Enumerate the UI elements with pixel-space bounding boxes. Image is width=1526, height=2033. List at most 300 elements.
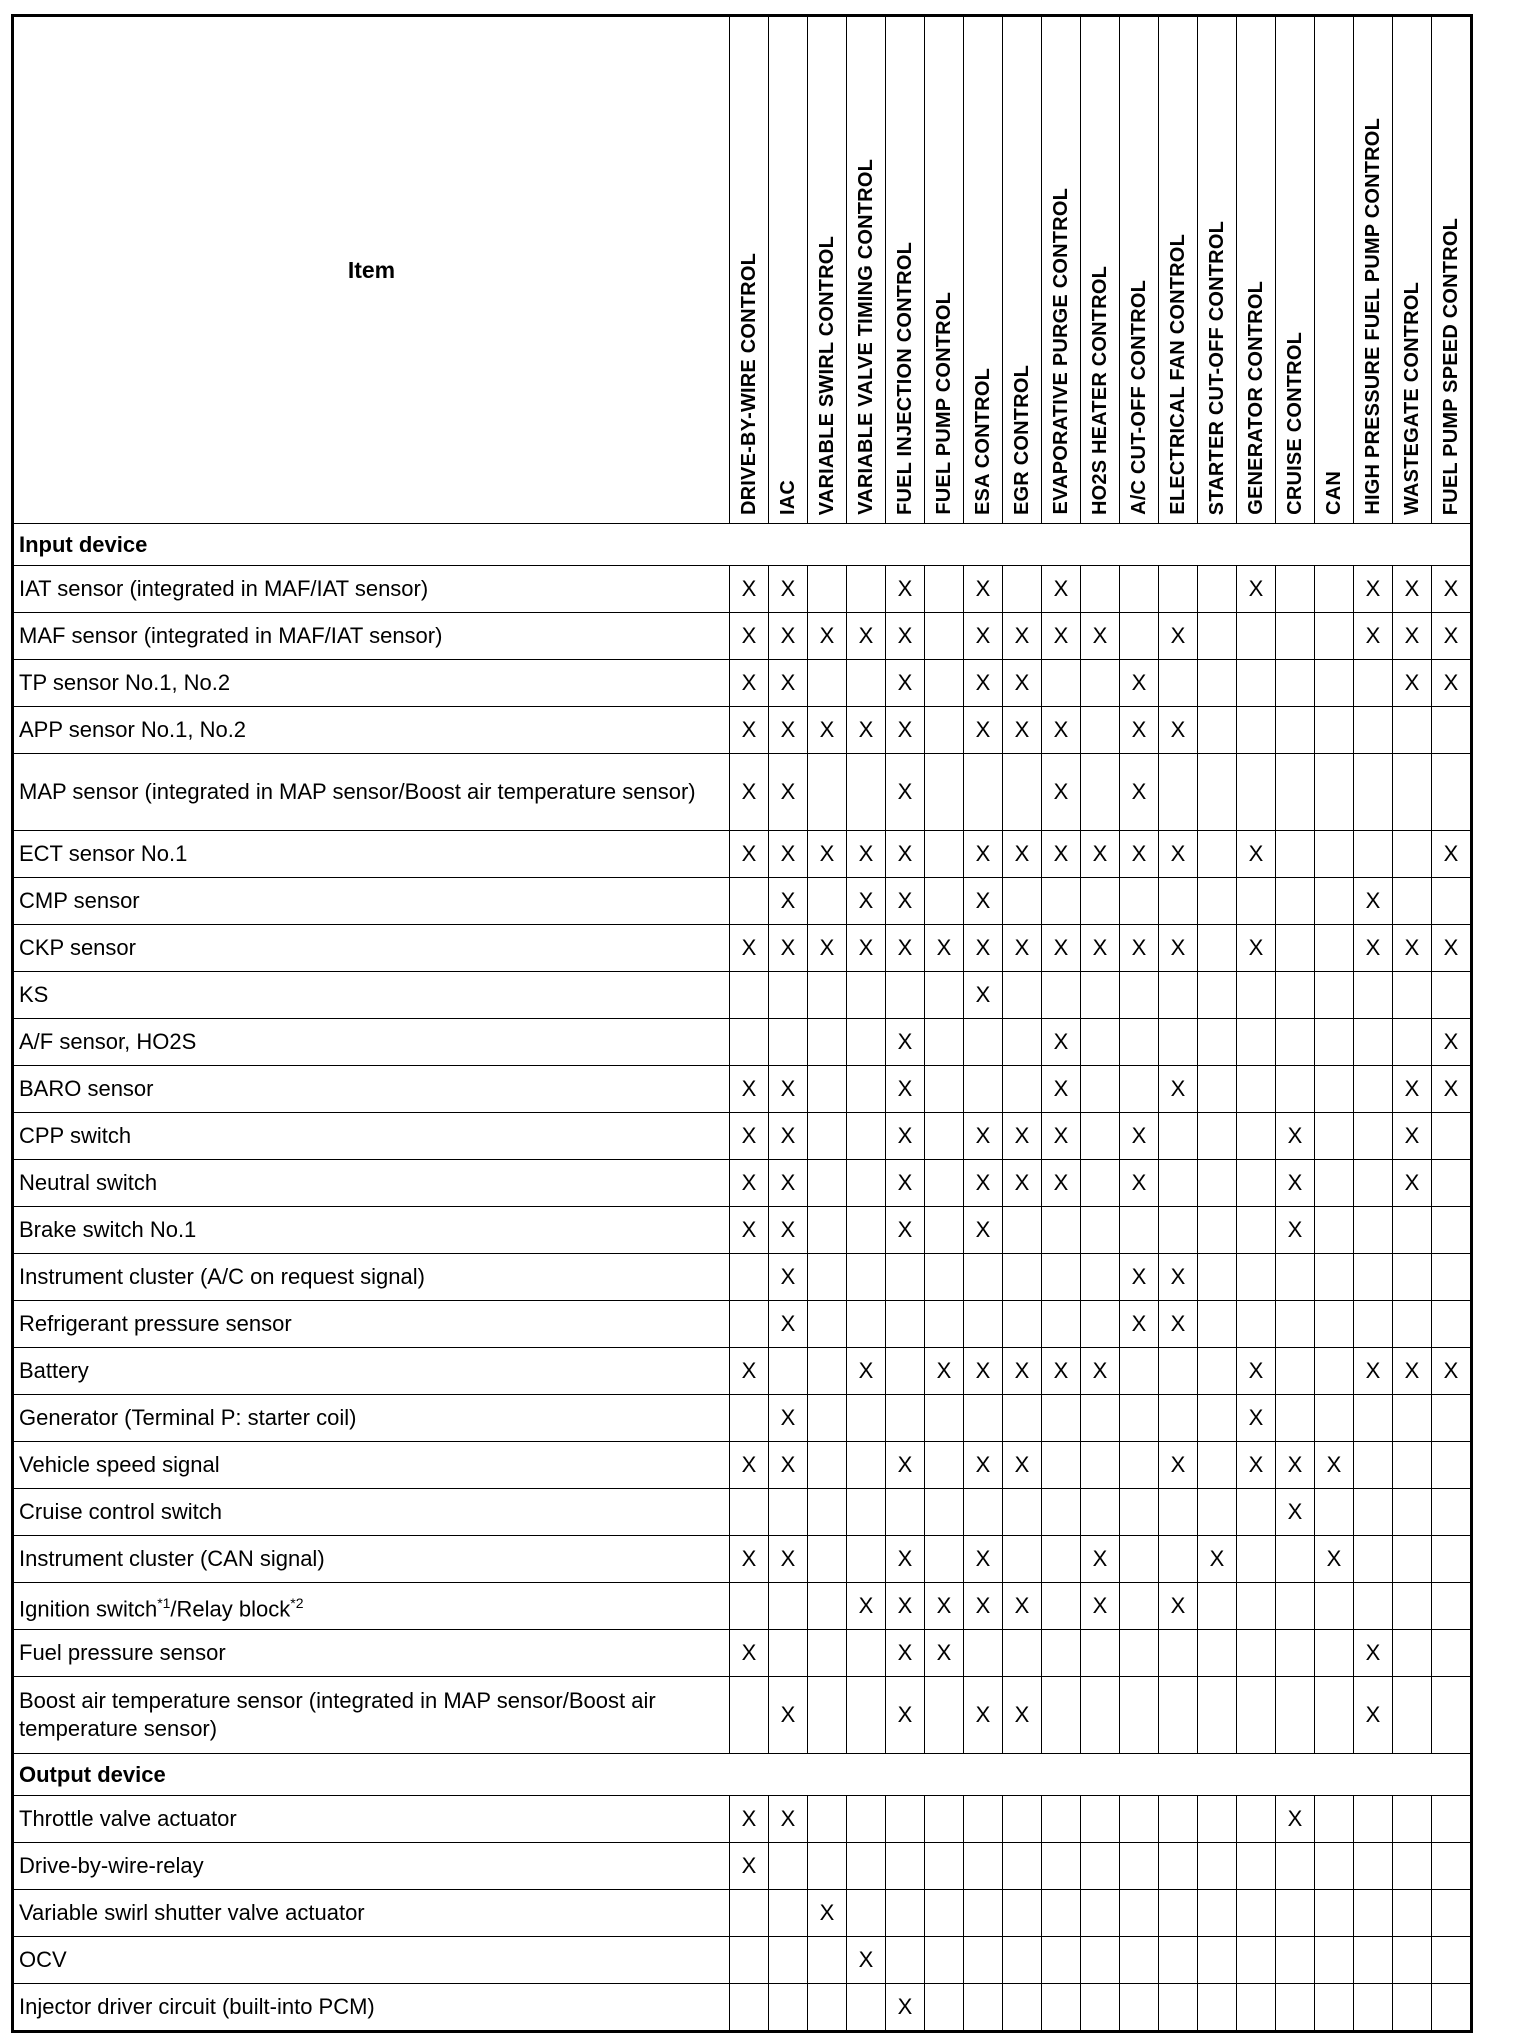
mark-cell: X xyxy=(1003,1442,1042,1489)
mark-cell xyxy=(1120,1066,1159,1113)
mark-cell: X xyxy=(886,1113,925,1160)
mark-cell xyxy=(1159,1536,1198,1583)
item-column-header: Item xyxy=(13,16,730,524)
mark-cell: X xyxy=(769,878,808,925)
mark-cell xyxy=(964,1984,1003,2032)
mark-cell xyxy=(1120,1677,1159,1754)
mark-cell xyxy=(847,1630,886,1677)
mark-cell xyxy=(1159,754,1198,831)
mark-cell: X xyxy=(1237,1442,1276,1489)
mark-cell: X xyxy=(769,1066,808,1113)
mark-cell xyxy=(1432,972,1472,1019)
mark-cell: X xyxy=(886,1536,925,1583)
row-label: Instrument cluster (A/C on request signal) xyxy=(13,1254,730,1301)
row-label: Drive-by-wire-relay xyxy=(13,1843,730,1890)
table-row xyxy=(13,1066,1472,1113)
mark-cell: X xyxy=(1276,1113,1315,1160)
mark-cell: X xyxy=(769,613,808,660)
table-row xyxy=(13,1677,1472,1754)
mark-cell: X xyxy=(769,1796,808,1843)
row-label: Neutral switch xyxy=(13,1160,730,1207)
mark-cell: X xyxy=(769,1113,808,1160)
mark-cell xyxy=(1432,1630,1472,1677)
column-header xyxy=(730,16,769,524)
mark-cell: X xyxy=(808,831,847,878)
mark-cell xyxy=(769,1937,808,1984)
row-label: Battery xyxy=(13,1348,730,1395)
mark-cell xyxy=(808,1066,847,1113)
mark-cell xyxy=(1276,1348,1315,1395)
mark-cell xyxy=(886,1937,925,1984)
mark-cell xyxy=(964,1843,1003,1890)
mark-cell: X xyxy=(886,1984,925,2032)
column-header-label: CAN xyxy=(1323,471,1345,515)
mark-cell: X xyxy=(886,613,925,660)
mark-cell xyxy=(1276,972,1315,1019)
mark-cell xyxy=(1354,1536,1393,1583)
mark-cell: X xyxy=(964,1160,1003,1207)
mark-cell xyxy=(925,613,964,660)
mark-cell xyxy=(1393,1630,1432,1677)
table-row xyxy=(13,831,1472,878)
mark-cell xyxy=(1003,566,1042,613)
mark-cell: X xyxy=(964,925,1003,972)
mark-cell xyxy=(1393,1796,1432,1843)
mark-cell xyxy=(1237,1583,1276,1630)
mark-cell xyxy=(964,1019,1003,1066)
mark-cell xyxy=(1198,1796,1237,1843)
mark-cell xyxy=(847,1207,886,1254)
mark-cell xyxy=(1159,1630,1198,1677)
column-header-label: WASTEGATE CONTROL xyxy=(1401,281,1423,515)
mark-cell xyxy=(1198,1890,1237,1937)
mark-cell xyxy=(1393,1937,1432,1984)
mark-cell: X xyxy=(730,1843,769,1890)
mark-cell: X xyxy=(1042,613,1081,660)
mark-cell: X xyxy=(1159,831,1198,878)
mark-cell xyxy=(808,660,847,707)
mark-cell xyxy=(847,754,886,831)
mark-cell xyxy=(808,1536,847,1583)
mark-cell xyxy=(769,1630,808,1677)
mark-cell xyxy=(1354,754,1393,831)
mark-cell: X xyxy=(730,1348,769,1395)
mark-cell xyxy=(1315,972,1354,1019)
mark-cell xyxy=(808,1019,847,1066)
mark-cell xyxy=(730,972,769,1019)
mark-cell: X xyxy=(1003,831,1042,878)
mark-cell xyxy=(1315,754,1354,831)
mark-cell xyxy=(847,1984,886,2032)
mark-cell xyxy=(1432,1254,1472,1301)
mark-cell: X xyxy=(1042,925,1081,972)
column-header-label: FUEL PUMP CONTROL xyxy=(933,292,955,515)
mark-cell: X xyxy=(1354,613,1393,660)
mark-cell: X xyxy=(1432,925,1472,972)
mark-cell xyxy=(1198,1984,1237,2032)
mark-cell xyxy=(964,1066,1003,1113)
mark-cell xyxy=(1432,1890,1472,1937)
mark-cell: X xyxy=(1042,566,1081,613)
column-header xyxy=(1120,16,1159,524)
mark-cell xyxy=(925,1677,964,1754)
mark-cell xyxy=(1042,1207,1081,1254)
mark-cell: X xyxy=(1042,754,1081,831)
column-header-label: HO2S HEATER CONTROL xyxy=(1089,266,1111,515)
mark-cell xyxy=(1081,1019,1120,1066)
mark-cell: X xyxy=(847,925,886,972)
mark-cell xyxy=(808,1583,847,1630)
mark-cell: X xyxy=(886,1160,925,1207)
mark-cell: X xyxy=(1354,878,1393,925)
mark-cell: X xyxy=(1003,1677,1042,1754)
mark-cell xyxy=(1276,831,1315,878)
mark-cell xyxy=(1315,566,1354,613)
mark-cell: X xyxy=(1003,1583,1042,1630)
mark-cell: X xyxy=(1003,1160,1042,1207)
mark-cell xyxy=(964,754,1003,831)
mark-cell xyxy=(1393,972,1432,1019)
mark-cell xyxy=(925,754,964,831)
section-title: Output device xyxy=(13,1754,1472,1796)
mark-cell xyxy=(1237,1489,1276,1536)
table-row xyxy=(13,660,1472,707)
mark-cell xyxy=(847,1019,886,1066)
mark-cell xyxy=(925,1113,964,1160)
mark-cell xyxy=(1354,1489,1393,1536)
mark-cell xyxy=(1120,1019,1159,1066)
mark-cell: X xyxy=(886,1207,925,1254)
mark-cell: X xyxy=(964,1207,1003,1254)
mark-cell: X xyxy=(964,1442,1003,1489)
mark-cell xyxy=(1315,1160,1354,1207)
row-label: TP sensor No.1, No.2 xyxy=(13,660,730,707)
mark-cell xyxy=(1354,1301,1393,1348)
mark-cell: X xyxy=(1276,1796,1315,1843)
mark-cell xyxy=(1081,660,1120,707)
mark-cell xyxy=(1159,1395,1198,1442)
mark-cell xyxy=(1315,1348,1354,1395)
mark-cell xyxy=(886,1301,925,1348)
mark-cell xyxy=(1003,1066,1042,1113)
mark-cell xyxy=(1120,1442,1159,1489)
row-label: Cruise control switch xyxy=(13,1489,730,1536)
mark-cell: X xyxy=(730,566,769,613)
mark-cell xyxy=(1432,1442,1472,1489)
mark-cell xyxy=(1042,1843,1081,1890)
row-label: MAP sensor (integrated in MAP sensor/Boost air temperature sensor) xyxy=(13,754,730,831)
mark-cell xyxy=(1198,1442,1237,1489)
mark-cell xyxy=(1237,1843,1276,1890)
mark-cell xyxy=(1198,1395,1237,1442)
mark-cell xyxy=(1042,1890,1081,1937)
mark-cell xyxy=(1120,972,1159,1019)
mark-cell: X xyxy=(1432,1066,1472,1113)
column-header-label: EVAPORATIVE PURGE CONTROL xyxy=(1050,188,1072,515)
mark-cell xyxy=(964,1254,1003,1301)
column-header xyxy=(1081,16,1120,524)
table-row xyxy=(13,1301,1472,1348)
mark-cell: X xyxy=(1081,1536,1120,1583)
mark-cell xyxy=(964,1395,1003,1442)
mark-cell xyxy=(886,1395,925,1442)
mark-cell: X xyxy=(964,1677,1003,1754)
mark-cell: X xyxy=(769,566,808,613)
table-row xyxy=(13,1796,1472,1843)
mark-cell xyxy=(1315,878,1354,925)
mark-cell: X xyxy=(730,831,769,878)
mark-cell xyxy=(847,1843,886,1890)
mark-cell xyxy=(1354,1160,1393,1207)
table-row xyxy=(13,925,1472,972)
mark-cell xyxy=(1120,1890,1159,1937)
mark-cell xyxy=(925,566,964,613)
mark-cell xyxy=(847,1160,886,1207)
mark-cell: X xyxy=(964,878,1003,925)
mark-cell xyxy=(1315,1937,1354,1984)
mark-cell xyxy=(886,1348,925,1395)
mark-cell: X xyxy=(1120,707,1159,754)
mark-cell xyxy=(925,1066,964,1113)
mark-cell xyxy=(1081,1677,1120,1754)
mark-cell: X xyxy=(1159,1442,1198,1489)
mark-cell xyxy=(1276,1843,1315,1890)
mark-cell: X xyxy=(730,1113,769,1160)
mark-cell xyxy=(1315,831,1354,878)
mark-cell: X xyxy=(1237,925,1276,972)
mark-cell: X xyxy=(1159,925,1198,972)
mark-cell xyxy=(808,1254,847,1301)
mark-cell xyxy=(1315,1207,1354,1254)
mark-cell xyxy=(1042,1677,1081,1754)
row-label: Refrigerant pressure sensor xyxy=(13,1301,730,1348)
column-header-label: STARTER CUT-OFF CONTROL xyxy=(1206,220,1228,515)
mark-cell xyxy=(1198,925,1237,972)
mark-cell: X xyxy=(1159,1254,1198,1301)
mark-cell xyxy=(1081,972,1120,1019)
column-header xyxy=(925,16,964,524)
column-header-label: EGR CONTROL xyxy=(1011,365,1033,515)
section-row xyxy=(13,524,1472,566)
mark-cell xyxy=(847,1442,886,1489)
mark-cell xyxy=(1003,1536,1042,1583)
column-header-label: GENERATOR CONTROL xyxy=(1245,281,1267,515)
mark-cell xyxy=(1081,1843,1120,1890)
mark-cell xyxy=(925,1937,964,1984)
footnote-marker: *2 xyxy=(290,1594,304,1611)
row-label: Vehicle speed signal xyxy=(13,1442,730,1489)
mark-cell: X xyxy=(1198,1536,1237,1583)
table-row xyxy=(13,972,1472,1019)
mark-cell xyxy=(1354,1113,1393,1160)
mark-cell xyxy=(925,1254,964,1301)
mark-cell: X xyxy=(1432,660,1472,707)
mark-cell xyxy=(1003,1843,1042,1890)
mark-cell: X xyxy=(886,1630,925,1677)
row-label: IAT sensor (integrated in MAF/IAT sensor) xyxy=(13,566,730,613)
mark-cell xyxy=(925,1796,964,1843)
mark-cell: X xyxy=(769,1301,808,1348)
mark-cell: X xyxy=(925,925,964,972)
row-label xyxy=(13,1583,730,1630)
mark-cell xyxy=(1081,1442,1120,1489)
mark-cell xyxy=(964,1890,1003,1937)
mark-cell xyxy=(847,1066,886,1113)
mark-cell xyxy=(1393,1019,1432,1066)
mark-cell xyxy=(808,1113,847,1160)
mark-cell xyxy=(886,1843,925,1890)
mark-cell xyxy=(1393,831,1432,878)
mark-cell xyxy=(1198,1254,1237,1301)
mark-cell xyxy=(808,566,847,613)
mark-cell: X xyxy=(1315,1442,1354,1489)
mark-cell: X xyxy=(1393,660,1432,707)
mark-cell xyxy=(847,1254,886,1301)
mark-cell xyxy=(925,1301,964,1348)
table-row xyxy=(13,1984,1472,2032)
mark-cell xyxy=(1081,1066,1120,1113)
table-row xyxy=(13,1489,1472,1536)
mark-cell xyxy=(1159,660,1198,707)
table-row xyxy=(13,1583,1472,1630)
mark-cell: X xyxy=(886,831,925,878)
mark-cell: X xyxy=(769,707,808,754)
mark-cell xyxy=(1432,1301,1472,1348)
mark-cell xyxy=(1042,972,1081,1019)
mark-cell xyxy=(1237,1254,1276,1301)
row-label: CPP switch xyxy=(13,1113,730,1160)
mark-cell: X xyxy=(1354,1348,1393,1395)
row-label: A/F sensor, HO2S xyxy=(13,1019,730,1066)
table-row xyxy=(13,1536,1472,1583)
mark-cell xyxy=(1159,1160,1198,1207)
mark-cell: X xyxy=(769,1677,808,1754)
mark-cell: X xyxy=(769,660,808,707)
mark-cell xyxy=(1198,1113,1237,1160)
mark-cell xyxy=(1432,1677,1472,1754)
mark-cell xyxy=(1159,1348,1198,1395)
mark-cell: X xyxy=(847,707,886,754)
mark-cell xyxy=(1393,1207,1432,1254)
mark-cell xyxy=(808,1207,847,1254)
mark-cell: X xyxy=(730,925,769,972)
mark-cell xyxy=(1237,1937,1276,1984)
mark-cell: X xyxy=(1081,925,1120,972)
mark-cell xyxy=(1315,1254,1354,1301)
mark-cell xyxy=(1042,1301,1081,1348)
mark-cell xyxy=(1003,1301,1042,1348)
mark-cell xyxy=(847,972,886,1019)
mark-cell xyxy=(808,1348,847,1395)
mark-cell xyxy=(1081,1630,1120,1677)
mark-cell xyxy=(1276,660,1315,707)
mark-cell xyxy=(769,1984,808,2032)
mark-cell xyxy=(1120,878,1159,925)
mark-cell xyxy=(1120,1395,1159,1442)
mark-cell xyxy=(730,1937,769,1984)
mark-cell xyxy=(1159,1890,1198,1937)
mark-cell xyxy=(808,1796,847,1843)
mark-cell xyxy=(1003,1796,1042,1843)
mark-cell: X xyxy=(1159,1301,1198,1348)
mark-cell xyxy=(1159,972,1198,1019)
mark-cell xyxy=(1393,707,1432,754)
mark-cell xyxy=(1354,1207,1393,1254)
mark-cell xyxy=(886,972,925,1019)
mark-cell xyxy=(1159,1113,1198,1160)
mark-cell: X xyxy=(964,1348,1003,1395)
column-header xyxy=(964,16,1003,524)
mark-cell xyxy=(769,1583,808,1630)
row-label: CKP sensor xyxy=(13,925,730,972)
mark-cell xyxy=(1393,878,1432,925)
mark-cell: X xyxy=(1042,1160,1081,1207)
mark-cell xyxy=(1315,1113,1354,1160)
mark-cell xyxy=(1120,1207,1159,1254)
mark-cell xyxy=(769,1019,808,1066)
mark-cell: X xyxy=(964,1113,1003,1160)
mark-cell xyxy=(1081,1207,1120,1254)
mark-cell xyxy=(1237,1207,1276,1254)
mark-cell xyxy=(925,1207,964,1254)
column-header xyxy=(1393,16,1432,524)
mark-cell xyxy=(1237,1630,1276,1677)
mark-cell xyxy=(1354,831,1393,878)
mark-cell xyxy=(1198,1583,1237,1630)
mark-cell xyxy=(1042,1536,1081,1583)
mark-cell xyxy=(1081,1984,1120,2032)
mark-cell: X xyxy=(1393,1066,1432,1113)
mark-cell xyxy=(1276,754,1315,831)
section-title: Input device xyxy=(13,524,1472,566)
column-header-label: ELECTRICAL FAN CONTROL xyxy=(1167,234,1189,515)
mark-cell xyxy=(808,972,847,1019)
mark-cell xyxy=(1393,1489,1432,1536)
mark-cell xyxy=(925,1019,964,1066)
mark-cell: X xyxy=(1003,925,1042,972)
mark-cell: X xyxy=(847,613,886,660)
mark-cell: X xyxy=(1159,707,1198,754)
row-label: Variable swirl shutter valve actuator xyxy=(13,1890,730,1937)
column-header-label: VARIABLE SWIRL CONTROL xyxy=(816,235,838,515)
mark-cell xyxy=(847,1113,886,1160)
mark-cell: X xyxy=(1159,1066,1198,1113)
mark-cell xyxy=(964,1630,1003,1677)
mark-cell: X xyxy=(1237,831,1276,878)
mark-cell xyxy=(964,1937,1003,1984)
row-label: APP sensor No.1, No.2 xyxy=(13,707,730,754)
mark-cell xyxy=(1276,1677,1315,1754)
mark-cell xyxy=(925,1984,964,2032)
mark-cell xyxy=(1120,1348,1159,1395)
mark-cell: X xyxy=(808,707,847,754)
mark-cell xyxy=(730,1489,769,1536)
mark-cell xyxy=(1354,1843,1393,1890)
column-header xyxy=(1237,16,1276,524)
mark-cell xyxy=(1198,878,1237,925)
mark-cell xyxy=(1276,1984,1315,2032)
mark-cell xyxy=(886,1890,925,1937)
mark-cell xyxy=(769,1890,808,1937)
mark-cell: X xyxy=(886,1066,925,1113)
mark-cell xyxy=(808,1301,847,1348)
row-label: Brake switch No.1 xyxy=(13,1207,730,1254)
mark-cell xyxy=(1432,707,1472,754)
mark-cell xyxy=(1081,1890,1120,1937)
mark-cell xyxy=(1237,1066,1276,1113)
mark-cell: X xyxy=(730,707,769,754)
mark-cell xyxy=(730,1583,769,1630)
